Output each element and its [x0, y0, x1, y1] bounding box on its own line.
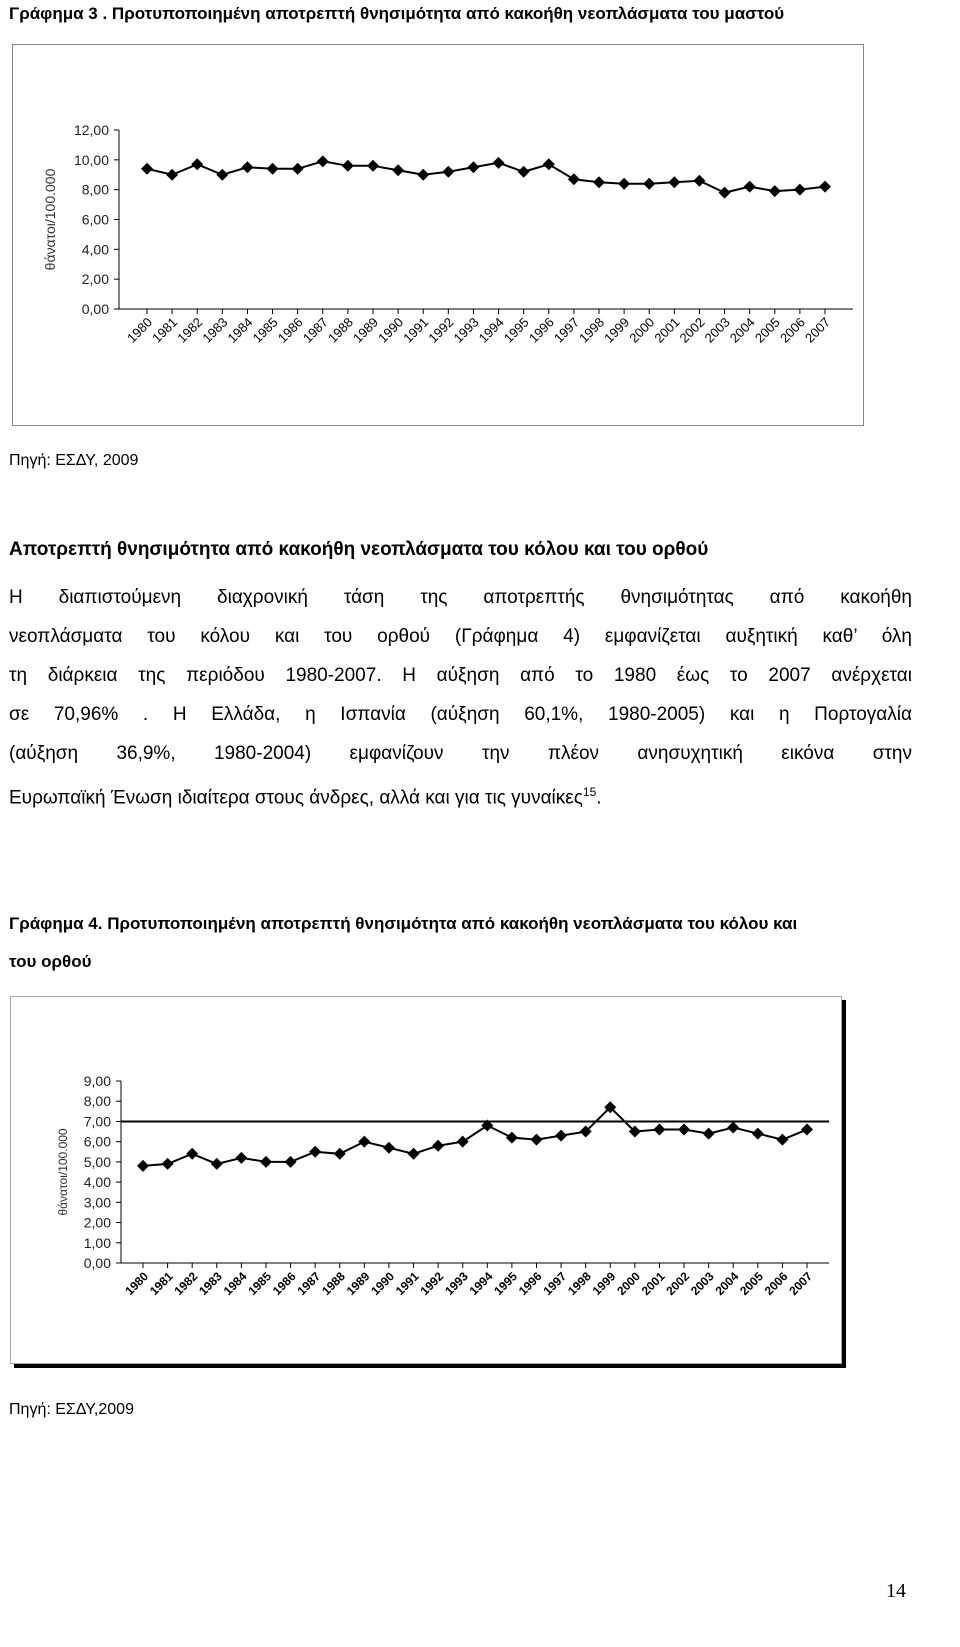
data-point: [568, 173, 580, 185]
data-point: [744, 181, 756, 193]
x-tick-label: 2005: [751, 314, 783, 346]
y-tick-label: 10,00: [73, 151, 109, 168]
data-point: [285, 1156, 297, 1168]
data-point: [467, 161, 479, 173]
y-tick-label: 2,00: [83, 1214, 111, 1231]
x-tick-label: 2004: [712, 1269, 742, 1299]
data-point: [442, 166, 454, 178]
x-tick-label: 1984: [220, 1269, 250, 1299]
x-tick-label: 1985: [249, 314, 281, 346]
x-tick-label: 2004: [726, 314, 758, 346]
paragraph-line: (αύξηση 36,9%, 1980-2004) εμφανίζουν την πλέον ανησυχητική εικόνα στην: [9, 743, 912, 764]
x-tick-label: 1996: [515, 1269, 545, 1299]
x-tick-label: 2001: [638, 1269, 668, 1299]
x-tick-label: 1980: [124, 314, 156, 346]
data-point: [367, 160, 379, 172]
data-point: [408, 1148, 420, 1160]
data-point: [543, 158, 555, 170]
x-tick-label: 2007: [786, 1269, 816, 1299]
data-point: [141, 163, 153, 175]
x-tick-label: 1992: [425, 314, 457, 346]
paragraph-last-line: [9, 773, 912, 812]
figure3-source: Πηγή: ΕΣΔΥ, 2009: [9, 452, 139, 469]
x-tick-label: 2007: [802, 314, 834, 346]
x-tick-label: 1989: [343, 1269, 373, 1299]
data-point: [392, 164, 404, 176]
section-heading: Αποτρεπτή θνησιμότητα από κακοήθη νεοπλάσματα του κόλου και του ορθού: [9, 539, 709, 560]
x-tick-label: 2005: [737, 1269, 766, 1299]
data-point: [678, 1124, 690, 1136]
data-point: [417, 169, 429, 181]
x-tick-label: 2000: [614, 1269, 643, 1299]
y-tick-label: 6,00: [81, 211, 109, 228]
x-tick-label: 1990: [375, 314, 407, 346]
x-tick-label: 1983: [199, 314, 231, 346]
y-tick-label: 3,00: [83, 1194, 111, 1211]
x-tick-label: 1990: [368, 1269, 398, 1299]
figure4-line-chart: [11, 997, 841, 1363]
x-tick-label: 1998: [565, 1269, 594, 1299]
data-point: [719, 187, 731, 199]
data-point: [267, 163, 279, 175]
x-tick-label: 1991: [400, 314, 432, 346]
x-tick-label: 1982: [174, 314, 206, 346]
x-tick-label: 1981: [149, 314, 181, 346]
y-tick-label: 6,00: [83, 1133, 111, 1150]
x-tick-label: 1980: [122, 1269, 152, 1299]
data-point: [334, 1148, 346, 1160]
data-point: [618, 178, 630, 190]
data-point: [530, 1134, 542, 1146]
data-point: [235, 1152, 247, 1164]
y-tick-label: 9,00: [83, 1073, 111, 1089]
data-point: [432, 1140, 444, 1152]
figure4-caption-line2: του ορθού: [9, 952, 92, 971]
x-tick-label: 1998: [576, 314, 608, 346]
section-paragraph: [9, 578, 912, 812]
y-tick-label: 2,00: [81, 271, 109, 288]
x-tick-label: 1999: [601, 314, 633, 346]
data-point: [703, 1128, 715, 1140]
data-point: [769, 185, 781, 197]
paragraph-line: σε 70,96% . Η Ελλάδα, η Ισπανία (αύξηση 60,1%, 1980-2005) και η Πορτογαλία: [9, 704, 912, 725]
y-tick-label: 5,00: [83, 1153, 111, 1170]
y-tick-label: 12,00: [73, 122, 109, 138]
data-point: [653, 1124, 665, 1136]
data-point: [358, 1136, 370, 1148]
paragraph-line: τη διάρκεια της περιόδου 1980-2007. Η αύξηση από το 1980 έως το 2007 ανέρχεται: [9, 665, 912, 686]
x-tick-label: 1988: [324, 314, 357, 346]
x-tick-label: 1995: [500, 314, 532, 346]
x-tick-label: 1982: [171, 1269, 201, 1299]
data-point: [309, 1146, 321, 1158]
y-tick-label: 1,00: [83, 1234, 111, 1251]
x-tick-label: 2002: [676, 314, 708, 346]
data-point: [186, 1148, 198, 1160]
data-point: [260, 1156, 272, 1168]
y-axis-label: θάνατοι/100.000: [42, 168, 58, 271]
paragraph-line: νεοπλάσματα του κόλου και του ορθού (Γράφημα 4) εμφανίζεται αυξητική καθ’ όλη: [9, 626, 912, 647]
data-point: [752, 1128, 764, 1140]
data-point: [342, 160, 354, 172]
data-point: [292, 163, 304, 175]
figure4-chart-frame: [10, 996, 842, 1364]
x-tick-label: 2003: [701, 314, 733, 346]
data-point: [727, 1122, 739, 1134]
x-tick-label: 1993: [442, 1269, 471, 1299]
figure3-line-chart: [13, 45, 863, 425]
data-point: [518, 166, 530, 178]
data-point: [166, 169, 178, 181]
figure4-source: Πηγή: ΕΣΔΥ,2009: [9, 1401, 134, 1418]
data-point: [819, 181, 831, 193]
x-tick-label: 1992: [417, 1269, 447, 1299]
x-tick-label: 2002: [663, 1269, 693, 1299]
x-tick-label: 1987: [299, 314, 331, 346]
data-point: [643, 178, 655, 190]
x-tick-label: 1994: [475, 314, 507, 346]
data-point: [776, 1134, 788, 1146]
data-point: [216, 169, 228, 181]
data-point: [137, 1160, 149, 1172]
footnote-ref[interactable]: 15: [582, 785, 597, 799]
data-point: [211, 1158, 223, 1170]
x-tick-label: 1987: [294, 1269, 324, 1299]
paragraph-end: .: [596, 787, 602, 809]
figure3-caption: Γράφημα 3 . Προτυποποιημένη αποτρεπτή θνησιμότητα από κακοήθη νεοπλάσματα του μαστού: [9, 4, 785, 23]
x-tick-label: 2006: [761, 1269, 791, 1299]
page-number: 14: [886, 1580, 906, 1602]
data-point: [801, 1124, 813, 1136]
data-point: [593, 176, 605, 188]
y-tick-label: 8,00: [81, 181, 109, 198]
x-tick-label: 1981: [146, 1269, 176, 1299]
y-axis-label: θάνατοι/100.000: [56, 1128, 70, 1216]
paragraph-line: Η διαπιστούμενη διαχρονική τάση της αποτρεπτής θνησιμότητας από κακοήθη: [9, 587, 912, 608]
data-point: [162, 1158, 174, 1170]
x-tick-label: 2003: [687, 1269, 717, 1299]
x-tick-label: 1997: [540, 1269, 570, 1299]
data-point: [457, 1136, 469, 1148]
x-tick-label: 1995: [491, 1269, 521, 1299]
x-tick-label: 2001: [651, 314, 683, 346]
y-tick-label: 0,00: [83, 1255, 111, 1271]
data-point: [317, 155, 329, 167]
x-tick-label: 1993: [450, 314, 482, 346]
y-tick-label: 4,00: [81, 241, 109, 258]
x-tick-label: 1988: [319, 1269, 348, 1299]
data-point: [693, 175, 705, 187]
data-point: [506, 1132, 518, 1144]
x-tick-label: 1983: [196, 1269, 225, 1299]
x-tick-label: 1994: [466, 1269, 496, 1299]
x-tick-label: 1996: [525, 314, 557, 346]
x-tick-label: 1991: [392, 1269, 422, 1299]
x-tick-label: 1997: [550, 314, 583, 346]
data-point: [383, 1142, 395, 1154]
x-tick-label: 1985: [245, 1269, 275, 1299]
y-tick-label: 0,00: [81, 301, 109, 317]
figure4-caption-line1: Γράφημα 4. Προτυποποιημένη αποτρεπτή θνησιμότητα από κακοήθη νεοπλάσματα του κόλου και: [9, 914, 798, 933]
data-point: [191, 158, 203, 170]
data-point: [493, 157, 505, 169]
x-tick-label: 2000: [626, 314, 658, 346]
y-tick-label: 7,00: [83, 1113, 111, 1130]
x-tick-label: 1986: [274, 314, 306, 346]
x-tick-label: 1986: [269, 1269, 299, 1299]
data-point: [668, 176, 680, 188]
x-tick-label: 1999: [589, 1269, 619, 1299]
x-tick-label: 2006: [776, 314, 809, 346]
y-tick-label: 4,00: [83, 1174, 111, 1191]
y-tick-label: 8,00: [83, 1093, 111, 1110]
figure3-chart-frame: [12, 44, 864, 426]
x-tick-label: 1984: [224, 314, 256, 346]
data-point: [794, 184, 806, 196]
data-point: [555, 1130, 567, 1142]
data-point: [241, 161, 253, 173]
paragraph-last-text: Ευρωπαϊκή Ένωση ιδιαίτερα στους άνδρες, αλλά και για τις γυναίκες: [9, 787, 583, 809]
x-tick-label: 1989: [350, 314, 382, 346]
